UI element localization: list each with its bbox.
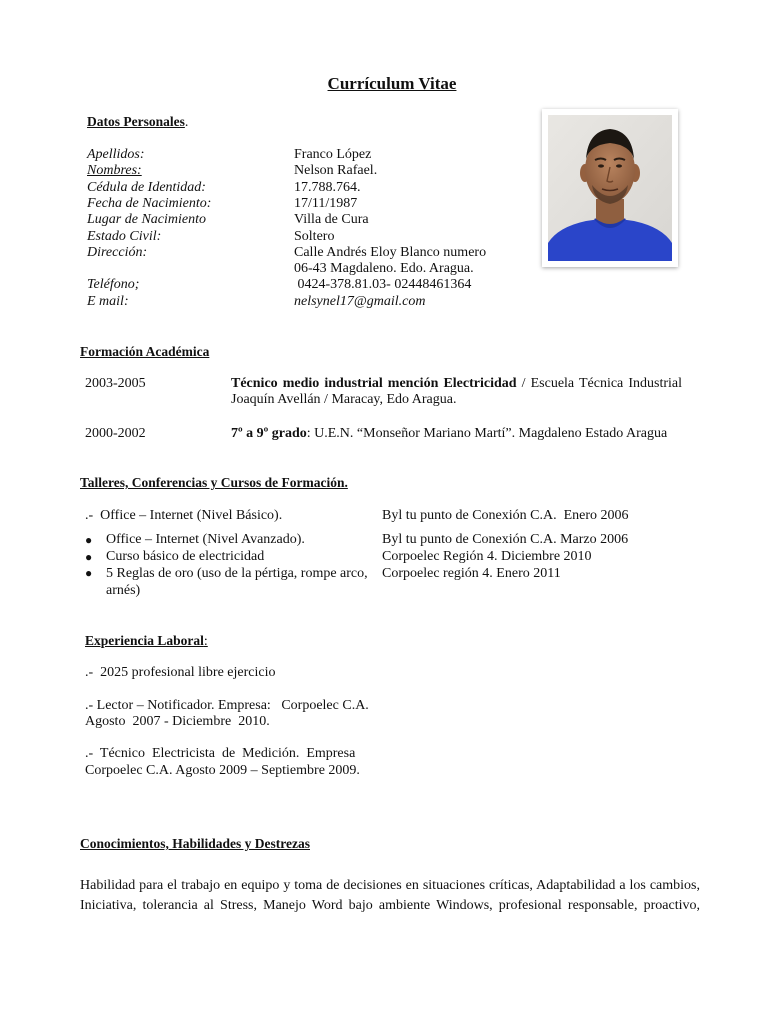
label-cedula: Cédula de Identidad: xyxy=(87,179,206,195)
label-lugar-nacimiento: Lugar de Nacimiento xyxy=(87,212,206,228)
bullet-icon: ● xyxy=(85,533,93,547)
education-item-2-years: 2000-2002 xyxy=(85,426,146,441)
profile-photo-frame xyxy=(542,109,678,267)
value-email: nelsynel17@gmail.com xyxy=(294,293,426,309)
experience-item-2-line2: Agosto 2007 - Diciembre 2010. xyxy=(85,714,270,729)
education-item-1-years: 2003-2005 xyxy=(85,376,146,391)
courses-heading: Talleres, Conferencias y Cursos de Formación. xyxy=(80,475,348,490)
education-item-2-title: 7º a 9º grado xyxy=(231,426,307,441)
education-item-2-line xyxy=(231,426,667,442)
education-item-1-line2: Joaquín Avellán / Maracay, Edo Aragua. xyxy=(231,392,457,407)
profile-photo xyxy=(548,115,672,261)
value-direccion-1: Calle Andrés Eloy Blanco numero xyxy=(294,244,487,260)
value-estado-civil: Soltero xyxy=(294,228,335,244)
skills-line-1: Habilidad para el trabajo en equipo y toma de decisiones en situaciones críticas, Adaptabilidad a los cambios, xyxy=(80,878,700,893)
education-item-1-title: Técnico medio industrial mención Electricidad xyxy=(231,376,517,391)
course-bullet-2: Curso básico de electricidad xyxy=(106,549,265,564)
bullet-icon: ● xyxy=(85,550,93,564)
experience-heading-text: Experiencia Laboral xyxy=(85,633,204,648)
label-fecha-nacimiento: Fecha de Nacimiento: xyxy=(87,195,212,211)
course-first-provider: Byl tu punto de Conexión C.A. Enero 2006 xyxy=(382,508,629,523)
value-fecha-nacimiento: 17/11/1987 xyxy=(294,195,358,211)
value-telefono: 0424-378.81.03- 02448461364 xyxy=(294,277,472,293)
experience-item-2-line1: .- Lector – Notificador. Empresa: Corpoelec C.A. xyxy=(85,698,369,713)
experience-heading xyxy=(85,633,208,650)
personal-heading xyxy=(87,114,188,131)
value-cedula: 17.788.764. xyxy=(294,179,361,195)
experience-item-3-line1: .- Técnico Electricista de Medición. Empresa xyxy=(85,746,356,761)
label-nombres xyxy=(87,163,142,179)
value-nombres: Nelson Rafael. xyxy=(294,163,378,179)
page-title: Currículum Vitae xyxy=(327,74,457,93)
value-direccion-2: 06-43 Magdaleno. Edo. Aragua. xyxy=(294,261,474,277)
label-email: E mail: xyxy=(87,293,129,309)
personal-heading-text: Datos Personales xyxy=(87,114,185,129)
experience-item-1: .- 2025 profesional libre ejercicio xyxy=(85,665,276,680)
course-first: .- Office – Internet (Nivel Básico). xyxy=(85,508,283,523)
education-item-1-school: / Escuela Técnica Industrial xyxy=(516,376,682,391)
label-estado-civil: Estado Civil: xyxy=(87,228,162,244)
education-item-2-school: : U.E.N. “Monseñor Mariano Martí”. Magdaleno Estado Aragua xyxy=(306,426,668,441)
course-bullet-3-cont: arnés) xyxy=(106,583,141,598)
experience-item-3-line2: Corpoelec C.A. Agosto 2009 – Septiembre 2009. xyxy=(85,763,360,778)
label-nombres-text: Nombres: xyxy=(87,163,142,179)
profile-photo-image xyxy=(548,115,672,261)
course-bullet-3-provider: Corpoelec región 4. Enero 2011 xyxy=(382,566,561,581)
value-apellidos: Franco López xyxy=(294,147,372,162)
experience-heading-suffix: : xyxy=(203,634,208,649)
course-bullet-1-provider: Byl tu punto de Conexión C.A. Marzo 2006 xyxy=(382,532,629,547)
label-direccion: Dirección: xyxy=(87,244,148,260)
skills-line-2: Iniciativa, tolerancia al Stress, Manejo Word bajo ambiente Windows, profesional responsable, proactivo, xyxy=(80,898,700,913)
label-apellidos: Apellidos: xyxy=(87,147,145,162)
education-item-1-line1 xyxy=(231,376,682,392)
personal-heading-suffix: . xyxy=(184,115,189,130)
value-lugar-nacimiento: Villa de Cura xyxy=(294,212,369,228)
course-bullet-3: 5 Reglas de oro (uso de la pértiga, rompe arco, xyxy=(106,566,368,581)
label-telefono: Teléfono; xyxy=(87,277,140,293)
course-bullet-2-provider: Corpoelec Región 4. Diciembre 2010 xyxy=(382,549,592,564)
education-heading: Formación Académica xyxy=(80,344,210,359)
course-bullet-1: Office – Internet (Nivel Avanzado). xyxy=(106,532,305,547)
skills-heading: Conocimientos, Habilidades y Destrezas xyxy=(80,836,310,851)
bullet-icon: ● xyxy=(85,566,93,580)
